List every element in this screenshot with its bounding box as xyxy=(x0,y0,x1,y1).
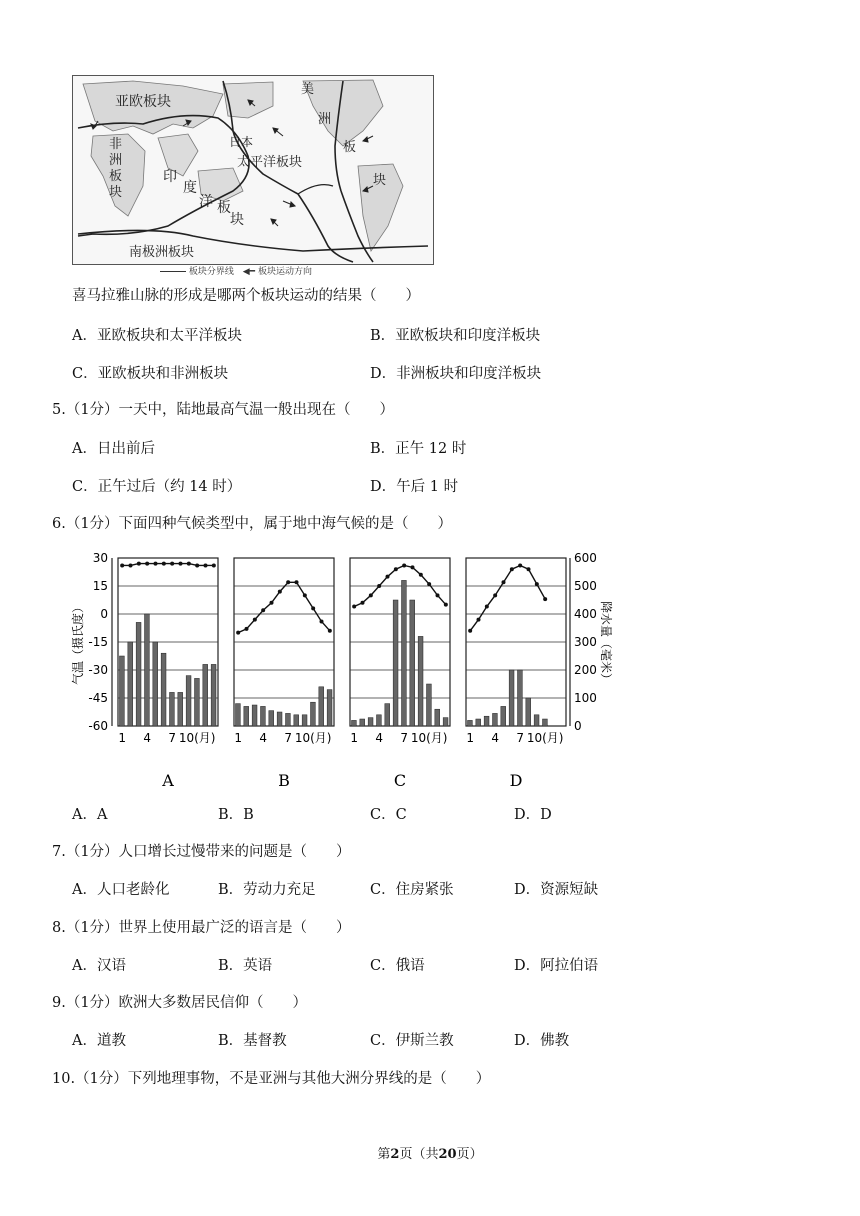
q7-option-b[interactable]: B．劳动力充足 xyxy=(218,882,316,898)
temperature-point xyxy=(204,563,208,567)
map-label-america-1: 美 xyxy=(301,82,315,97)
temperature-point xyxy=(411,565,415,569)
footer-total-pages: 20 xyxy=(438,1147,457,1162)
month-tick-label: 1 xyxy=(118,731,126,745)
precip-bar xyxy=(402,580,407,726)
temperature-point xyxy=(361,601,365,605)
temperature-point xyxy=(245,627,249,631)
temperature-point xyxy=(236,631,240,635)
map-legend xyxy=(160,264,312,277)
temperature-point xyxy=(518,563,522,567)
footer-prefix: 第 xyxy=(377,1147,391,1162)
precip-bar xyxy=(484,716,489,726)
map-label-pacific: 太平洋板块 xyxy=(237,155,303,170)
precip-bar xyxy=(443,718,448,726)
precip-bar xyxy=(294,715,299,726)
temperature-point xyxy=(352,605,356,609)
temperature-point xyxy=(295,580,299,584)
map-label-indian-3: 洋 xyxy=(199,194,213,210)
q4-option-b[interactable]: B．亚欧板块和印度洋板块 xyxy=(370,328,541,344)
question-7-stem: 7.（1分）人口增长过慢带来的问题是（ ） xyxy=(52,844,351,860)
question-4-stem: 喜马拉雅山脉的形成是哪两个板块运动的结果（ ） xyxy=(72,288,420,304)
legend-direction-label: 板块运动方向 xyxy=(257,267,312,277)
temperature-point xyxy=(145,562,149,566)
map-label-eurasia: 亚欧板块 xyxy=(115,94,171,110)
temperature-point xyxy=(303,593,307,597)
q5-option-a[interactable]: A．日出前后 xyxy=(72,441,155,457)
precip-tick-label: 400 xyxy=(574,607,597,621)
temperature-point xyxy=(212,563,216,567)
precip-bar xyxy=(476,719,481,726)
temp-tick-label: 0 xyxy=(100,607,108,621)
precip-bar xyxy=(385,704,390,726)
temperature-point xyxy=(311,606,315,610)
q9-option-c[interactable]: C．伊斯兰教 xyxy=(370,1033,454,1049)
temperature-point xyxy=(320,619,324,623)
precip-bar xyxy=(427,684,432,726)
map-label-america-4: 块 xyxy=(373,173,387,188)
temperature-point xyxy=(444,603,448,607)
q7-option-a[interactable]: A．人口老龄化 xyxy=(72,882,170,898)
question-8-stem: 8.（1分）世界上使用最广泛的语言是（ ） xyxy=(52,920,351,936)
map-label-america-2: 洲 xyxy=(318,112,332,127)
panel-label: A xyxy=(162,771,174,790)
temperature-point xyxy=(477,618,481,622)
precip-bar xyxy=(153,642,158,726)
q8-option-c[interactable]: C．俄语 xyxy=(370,958,425,974)
q7-option-c[interactable]: C．住房紧张 xyxy=(370,882,454,898)
precip-bar xyxy=(393,600,398,726)
q9-option-b[interactable]: B．基督教 xyxy=(218,1033,287,1049)
q4-option-d[interactable]: D．非洲板块和印度洋板块 xyxy=(370,366,542,382)
precip-bar xyxy=(377,715,382,726)
precip-bar xyxy=(311,702,316,726)
plate-map-drawing xyxy=(73,76,433,264)
q7-option-d[interactable]: D．资源短缺 xyxy=(514,882,599,898)
precip-bar xyxy=(236,704,241,726)
temperature-point xyxy=(510,567,514,571)
legend-arrow-icon: ◀━ xyxy=(242,267,256,277)
precip-bar xyxy=(244,706,249,726)
temperature-point xyxy=(129,563,133,567)
map-label-japan: 日本 xyxy=(229,135,254,149)
month-tick-label: 1 xyxy=(234,731,242,745)
climate-charts xyxy=(68,548,613,793)
temperature-point xyxy=(427,582,431,586)
temperature-point xyxy=(535,582,539,586)
precip-bar xyxy=(302,715,307,726)
temperature-point xyxy=(328,629,332,633)
precip-axis-label: 降水量（毫米） xyxy=(599,600,613,686)
temperature-line xyxy=(122,564,214,566)
temperature-point xyxy=(419,573,423,577)
temperature-point xyxy=(377,584,381,588)
precip-bar xyxy=(195,678,200,726)
precip-bar xyxy=(352,720,357,726)
footer-suffix: 页） xyxy=(456,1147,483,1162)
temperature-point xyxy=(543,597,547,601)
q8-option-d[interactable]: D．阿拉伯语 xyxy=(514,958,599,974)
precip-bar xyxy=(128,642,133,726)
q6-option-b[interactable]: B．B xyxy=(218,807,254,823)
temp-axis-label: 气温（摄氏度） xyxy=(71,600,85,686)
temperature-point xyxy=(386,575,390,579)
month-tick-label: 10(月) xyxy=(526,731,564,745)
month-tick-label: 7 xyxy=(400,731,408,745)
precip-bar xyxy=(526,698,531,726)
map-label-america-3: 板 xyxy=(343,140,357,155)
month-tick-label: 10(月) xyxy=(294,731,332,745)
month-tick-label: 10(月) xyxy=(410,731,448,745)
temperature-point xyxy=(270,601,274,605)
temp-tick-label: -30 xyxy=(88,663,108,677)
temperature-line xyxy=(470,565,545,630)
footer-middle: 页（共 xyxy=(399,1147,439,1162)
month-tick-label: 4 xyxy=(259,731,267,745)
temperature-line xyxy=(238,582,330,632)
legend-line-icon xyxy=(160,271,186,272)
month-tick-label: 7 xyxy=(284,731,292,745)
panel-label: B xyxy=(278,771,290,790)
month-tick-label: 1 xyxy=(350,731,358,745)
temperature-point xyxy=(286,580,290,584)
precip-bar xyxy=(161,653,166,726)
temperature-point xyxy=(369,593,373,597)
precip-bar xyxy=(178,692,183,726)
map-label-indian-5: 块 xyxy=(230,212,244,228)
temperature-point xyxy=(253,618,257,622)
month-tick-label: 7 xyxy=(168,731,176,745)
panel-label: D xyxy=(509,771,523,790)
q5-option-b[interactable]: B．正午 12 时 xyxy=(370,441,467,457)
precip-bar xyxy=(360,719,365,726)
question-9-stem: 9.（1分）欧洲大多数居民信仰（ ） xyxy=(52,995,308,1011)
plate-map xyxy=(72,75,434,265)
precip-bar xyxy=(277,712,282,726)
temperature-point xyxy=(402,563,406,567)
q9-option-a[interactable]: A．道教 xyxy=(72,1033,126,1049)
precip-bar xyxy=(211,664,216,726)
temperature-point xyxy=(278,590,282,594)
temperature-point xyxy=(120,563,124,567)
temp-tick-label: -15 xyxy=(88,635,108,649)
precip-bar xyxy=(435,709,440,726)
precip-bar xyxy=(170,692,175,726)
q6-option-a[interactable]: A．A xyxy=(72,807,108,823)
precip-tick-label: 500 xyxy=(574,579,597,593)
month-tick-label: 10(月) xyxy=(178,731,216,745)
precip-bar xyxy=(269,711,274,726)
map-label-indian-2: 度 xyxy=(183,180,197,196)
precip-bar xyxy=(493,713,498,726)
panel-label: C xyxy=(393,771,407,790)
month-tick-label: 4 xyxy=(375,731,383,745)
precip-tick-label: 600 xyxy=(574,551,597,565)
precip-bar xyxy=(286,713,291,726)
temperature-point xyxy=(394,567,398,571)
precip-bar xyxy=(203,664,208,726)
precip-bar xyxy=(327,690,332,726)
temperature-point xyxy=(527,567,531,571)
temperature-point xyxy=(502,580,506,584)
precip-bar xyxy=(501,706,506,726)
month-tick-label: 4 xyxy=(143,731,151,745)
precip-bar xyxy=(509,670,514,726)
map-label-africa-3: 板 xyxy=(109,169,123,184)
q4-option-c[interactable]: C．亚欧板块和非洲板块 xyxy=(72,366,229,382)
temperature-point xyxy=(162,562,166,566)
page-footer xyxy=(0,1143,860,1162)
precip-bar xyxy=(534,715,539,726)
q5-option-c[interactable]: C．正午过后（约 14 时） xyxy=(72,479,242,495)
precip-bar xyxy=(319,687,324,726)
precip-bar xyxy=(418,636,423,726)
temperature-point xyxy=(179,562,183,566)
q9-option-d[interactable]: D．佛教 xyxy=(514,1033,570,1049)
temperature-point xyxy=(468,629,472,633)
q8-option-b[interactable]: B．英语 xyxy=(218,958,273,974)
precip-tick-label: 200 xyxy=(574,663,597,677)
precip-bar xyxy=(145,614,150,726)
temperature-point xyxy=(195,563,199,567)
legend-boundary-label: 板块分界线 xyxy=(188,267,234,277)
temp-tick-label: -60 xyxy=(88,719,108,733)
temp-tick-label: 30 xyxy=(92,551,108,565)
q6-option-d[interactable]: D．D xyxy=(514,807,552,823)
temperature-point xyxy=(493,593,497,597)
map-label-africa-1: 非 xyxy=(109,137,123,152)
temp-tick-label: 15 xyxy=(92,579,108,593)
map-label-africa-2: 洲 xyxy=(109,153,123,168)
precip-bar xyxy=(518,670,523,726)
temperature-point xyxy=(187,562,191,566)
q6-option-c[interactable]: C．C xyxy=(370,807,407,823)
month-tick-label: 4 xyxy=(491,731,499,745)
precip-bar xyxy=(261,706,266,726)
precip-tick-label: 300 xyxy=(574,635,597,649)
q5-option-d[interactable]: D．午后 1 时 xyxy=(370,479,459,495)
precip-bar xyxy=(120,656,125,726)
precip-bar xyxy=(543,719,548,726)
precip-bar xyxy=(368,718,373,726)
month-tick-label: 7 xyxy=(516,731,524,745)
map-label-indian-1: 印 xyxy=(163,169,177,185)
month-tick-label: 1 xyxy=(466,731,474,745)
precip-bar xyxy=(186,676,191,726)
temperature-point xyxy=(154,562,158,566)
precip-tick-label: 100 xyxy=(574,691,597,705)
map-label-indian-4: 板 xyxy=(217,200,231,216)
precip-bar xyxy=(252,705,257,726)
precip-bar xyxy=(410,600,415,726)
question-10-stem: 10.（1分）下列地理事物，不是亚洲与其他大洲分界线的是（ ） xyxy=(52,1071,491,1087)
temp-tick-label: -45 xyxy=(88,691,108,705)
temperature-point xyxy=(485,605,489,609)
map-label-antarctic: 南极洲板块 xyxy=(129,245,195,260)
precip-bar xyxy=(468,720,473,726)
precip-tick-label: 0 xyxy=(574,719,582,733)
q8-option-a[interactable]: A．汉语 xyxy=(72,958,126,974)
q4-option-a[interactable]: A．亚欧板块和太平洋板块 xyxy=(72,328,242,344)
footer-page-number: 2 xyxy=(390,1147,400,1162)
temperature-point xyxy=(436,593,440,597)
map-label-africa-4: 块 xyxy=(109,185,123,200)
question-5-stem: 5.（1分）一天中，陆地最高气温一般出现在（ ） xyxy=(52,402,395,418)
temperature-point xyxy=(261,608,265,612)
temperature-point xyxy=(170,562,174,566)
precip-bar xyxy=(136,622,141,726)
temperature-point xyxy=(137,562,141,566)
question-6-stem: 6.（1分）下面四种气候类型中，属于地中海气候的是（ ） xyxy=(52,516,453,532)
